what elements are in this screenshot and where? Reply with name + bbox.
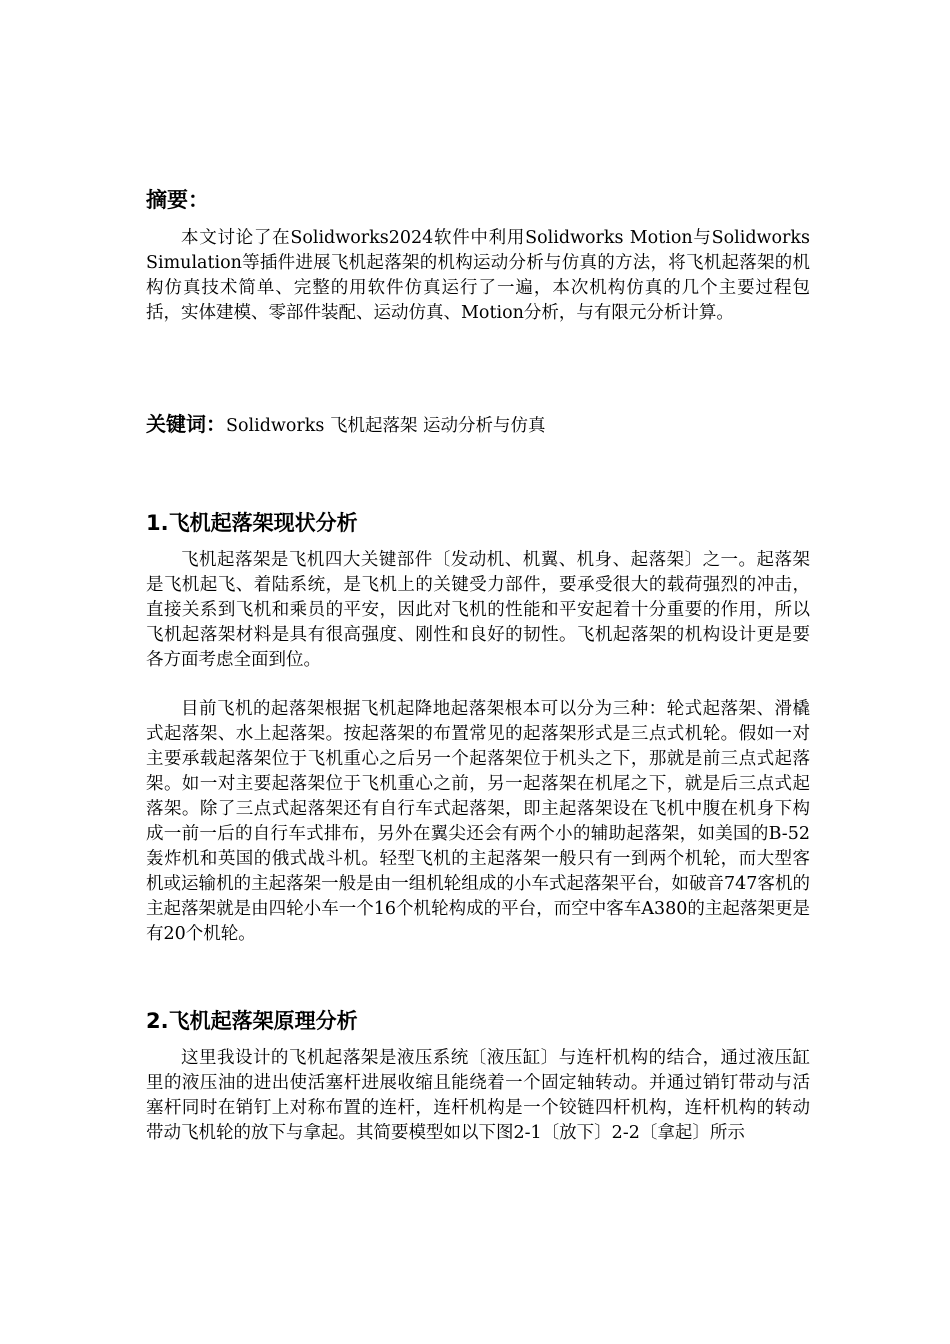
keywords-text: Solidworks 飞机起落架 运动分析与仿真 — [226, 416, 546, 436]
keywords-label: 关键词： — [146, 412, 226, 436]
section2-paragraph: 这里我设计的飞机起落架是液压系统〔液压缸〕与连杆机构的结合，通过液压缸里的液压油的进出使活塞杆进展收缩且能绕着一个固定轴转动。并通过销钉带动与活塞杆同时在销钉上对称布置的连杆，连杆机构是一个铰链四杆机构，连杆机构的转动带动飞机轮的放下与拿起。其简要模型如以下图2-1〔放下〕2-2〔拿起〕所示 — [146, 1048, 810, 1143]
section1-title: 1.飞机起落架现状分析 — [146, 511, 358, 535]
document-page — [146, 0, 810, 1344]
section1-paragraph: 目前飞机的起落架根据飞机起降地起落架根本可以分为三种：轮式起落架、滑橇式起落架、水上起落架。按起落架的布置常见的起落架形式是三点式机轮。假如一对主要承载起落架位于飞机重心之后另一个起落架位于机头之下，那就是前三点式起落架。如一对主要起落架位于飞机重心之前，另一起落架在机尾之下，就是后三点式起落架。除了三点式起落架还有自行车式起落架，即主起落架设在飞机中腹在机身下构成一前一后的自行车式排布，另外在翼尖还会有两个小的辅助起落架，如美国的B-52轰炸机和英国的俄式战斗机。轻型飞机的主起落架一般只有一到两个机轮，而大型客机或运输机的主起落架一般是由一组机轮组成的小车式起落架平台，如破音747客机的主起落架就是由四轮小车一个16个机轮构成的平台，而空中客车A380的主起落架更是有20个机轮。 — [146, 699, 810, 944]
section2-title: 2.飞机起落架原理分析 — [146, 1009, 358, 1033]
section1-paragraph: 飞机起落架是飞机四大关键部件〔发动机、机翼、机身、起落架〕之一。起落架是飞机起飞、着陆系统，是飞机上的关键受力部件，要承受很大的载荷强烈的冲击，直接关系到飞机和乘员的平安，因此对飞机的性能和平安起着十分重要的作用，所以飞机起落架材料是具有很高强度、刚性和良好的韧性。飞机起落架的机构设计更是要各方面考虑全面到位。 — [146, 550, 810, 670]
abstract-body: 本文讨论了在Solidworks2024软件中利用Solidworks Motion与Solidworks Simulation等插件进展飞机起落架的机构运动分析与仿真的方法，将飞机起落架的机构仿真技术简单、完整的用软件仿真运行了一遍，本次机构仿真的几个主要过程包括，实体建模、零部件装配、运动仿真、Motion分析，与有限元分析计算。 — [146, 228, 810, 323]
abstract-title: 摘要： — [146, 188, 209, 212]
keywords-line — [146, 410, 546, 440]
